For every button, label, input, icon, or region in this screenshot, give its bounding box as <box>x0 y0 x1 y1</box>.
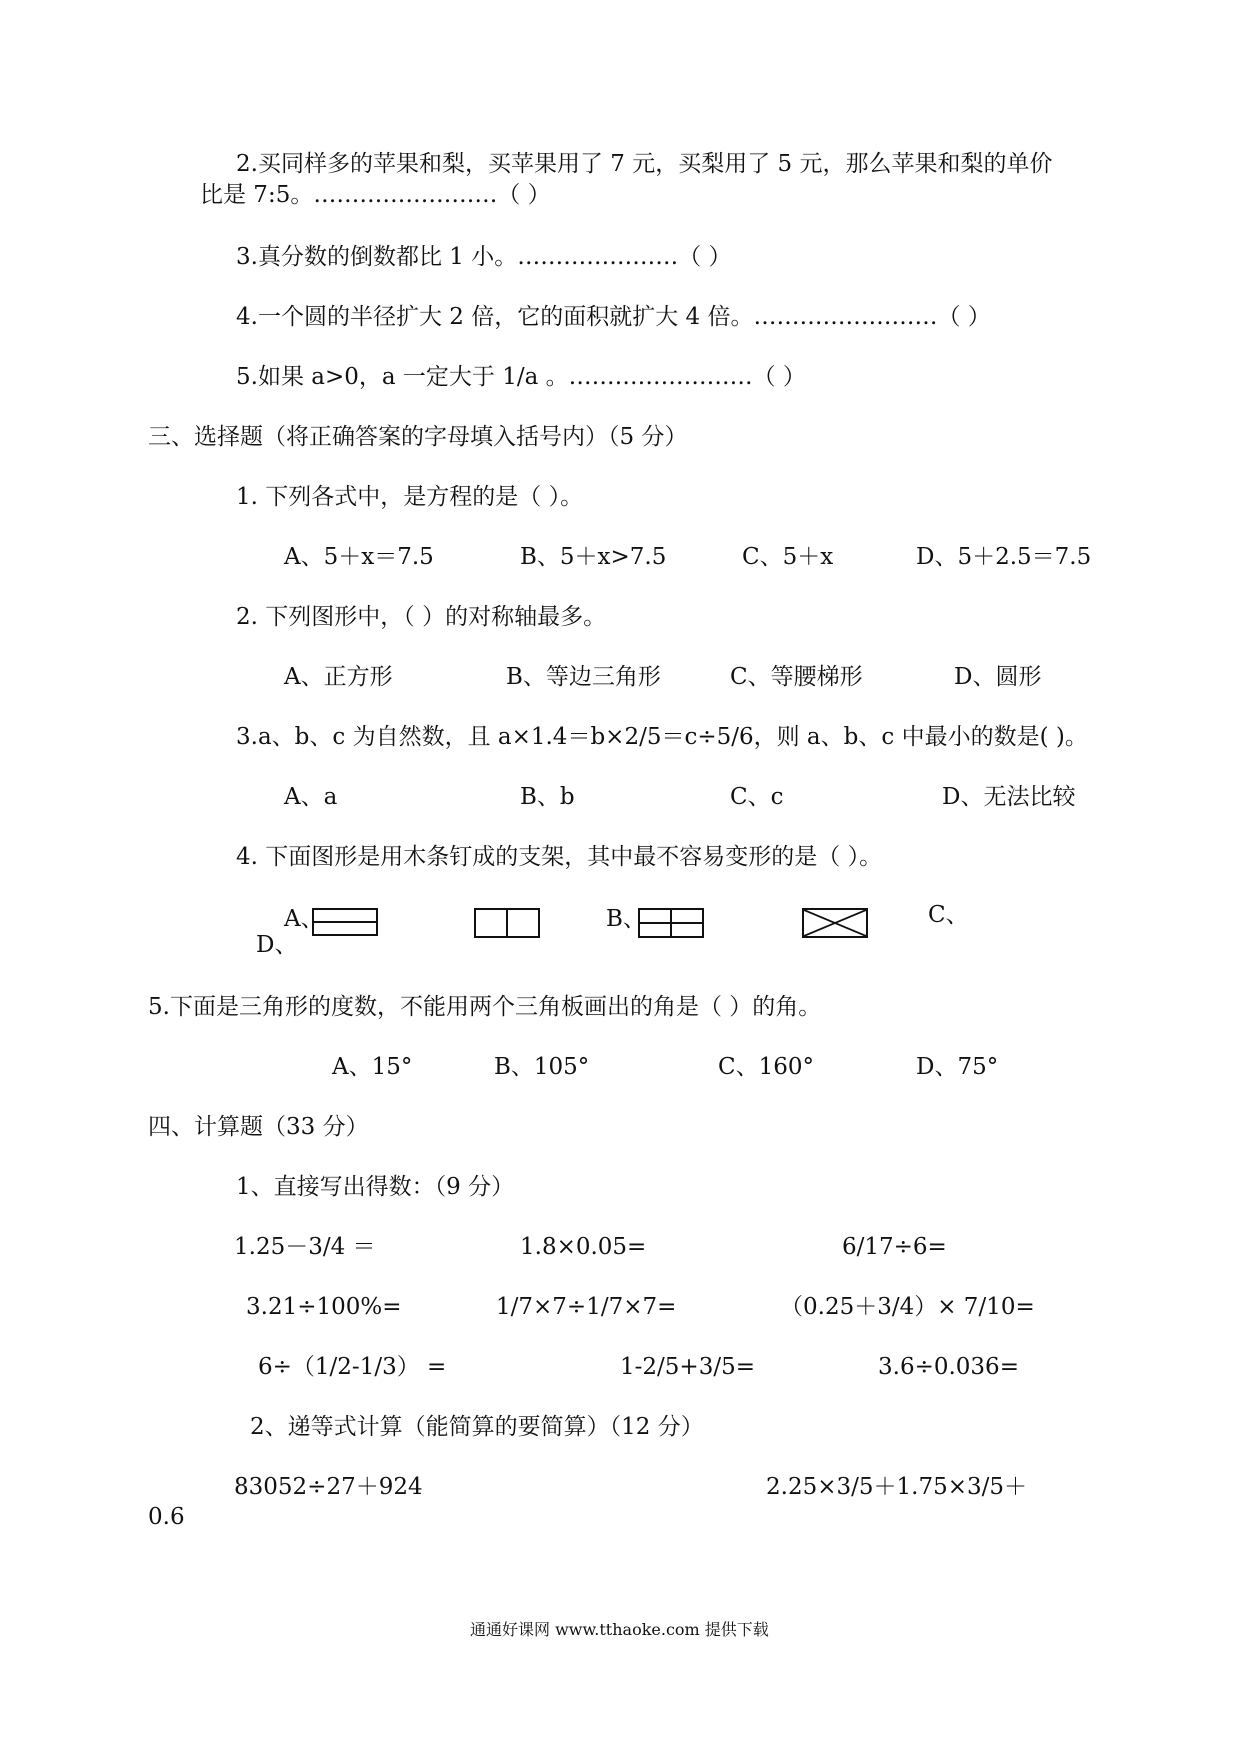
choice-q1-option-a: A、5＋x＝7.5 <box>284 544 434 570</box>
choice-q4-label-b: B、 <box>606 906 646 932</box>
choice-q5: 5.下面是三角形的度数，不能用两个三角板画出的角是（ ）的角。 <box>148 994 822 1020</box>
calc-stepwise-title: 2、递等式计算（能简算的要简算）（12 分） <box>250 1414 704 1440</box>
choice-q1-option-b: B、5＋x>7.5 <box>520 544 667 570</box>
frame-shape-two-horizontal-bars <box>312 908 378 936</box>
calc-stepwise-left: 83052÷27＋924 <box>234 1474 423 1500</box>
judge-q2-line2: 比是 7:5。……………………（ ） <box>200 182 551 208</box>
frame-shape-four-panels <box>638 908 704 938</box>
choice-q2-option-a: A、正方形 <box>284 664 393 690</box>
calc-direct-item: 1/7×7÷1/7×7= <box>496 1294 677 1320</box>
calc-direct-item: 6÷（1/2-1/3） = <box>258 1354 447 1380</box>
page-footer: 通通好课网 www.tthaoke.com 提供下载 <box>470 1620 769 1639</box>
calc-direct-item: （0.25＋3/4）× 7/10= <box>780 1294 1035 1320</box>
choice-q2-option-c: C、等腰梯形 <box>730 664 863 690</box>
calc-direct-item: 1-2/5+3/5= <box>620 1354 755 1380</box>
choice-q5-option-c: C、160° <box>718 1054 814 1080</box>
choice-q4-label-a: A、 <box>284 906 324 932</box>
choice-q1-option-c: C、5＋x <box>742 544 834 570</box>
section-calc-title: 四、计算题（33 分） <box>148 1114 369 1140</box>
choice-q4-label-c: C、 <box>928 902 969 928</box>
calc-direct-item: 1.8×0.05= <box>520 1234 647 1260</box>
choice-q5-option-b: B、105° <box>494 1054 590 1080</box>
choice-q5-option-a: A、15° <box>332 1054 413 1080</box>
choice-q4-label-d: D、 <box>256 932 298 958</box>
calc-stepwise-right: 2.25×3/5＋1.75×3/5＋ <box>766 1474 1027 1500</box>
calc-direct-item: 1.25－3/4 ＝ <box>234 1234 376 1260</box>
choice-q3-option-b: B、b <box>520 784 575 810</box>
frame-shape-crossed-diagonals <box>802 908 868 938</box>
judge-q3: 3.真分数的倒数都比 1 小。…………………（ ） <box>236 244 732 270</box>
choice-q2-option-d: D、圆形 <box>954 664 1042 690</box>
choice-q4: 4. 下面图形是用木条钉成的支架，其中最不容易变形的是（ ）。 <box>236 844 883 870</box>
choice-q2-option-b: B、等边三角形 <box>506 664 661 690</box>
calc-direct-title: 1、直接写出得数：（9 分） <box>236 1174 515 1200</box>
choice-q1-option-d: D、5＋2.5＝7.5 <box>916 544 1092 570</box>
choice-q5-option-d: D、75° <box>916 1054 999 1080</box>
choice-q2: 2. 下列图形中，（ ）的对称轴最多。 <box>236 604 607 630</box>
choice-q3: 3.a、b、c 为自然数，且 a×1.4＝b×2/5＝c÷5/6，则 a、b、c 中最小的数是( )。 <box>236 724 1088 750</box>
calc-direct-item: 3.21÷100%= <box>246 1294 402 1320</box>
section-choice-title: 三、选择题（将正确答案的字母填入括号内）（5 分） <box>148 424 688 450</box>
choice-q3-option-a: A、a <box>284 784 338 810</box>
choice-q3-option-c: C、c <box>730 784 784 810</box>
calc-direct-item: 6/17÷6= <box>842 1234 947 1260</box>
calc-direct-item: 3.6÷0.036= <box>878 1354 1019 1380</box>
judge-q5: 5.如果 a>0，a 一定大于 1/a 。……………………（ ） <box>236 364 806 390</box>
judge-q4: 4.一个圆的半径扩大 2 倍，它的面积就扩大 4 倍。……………………（ ） <box>236 304 991 330</box>
choice-q1: 1. 下列各式中，是方程的是（ ）。 <box>236 484 584 510</box>
choice-q3-option-d: D、无法比较 <box>942 784 1076 810</box>
judge-q2-line1: 2.买同样多的苹果和梨，买苹果用了 7 元，买梨用了 5 元，那么苹果和梨的单价 <box>236 151 1053 177</box>
frame-shape-split-vertical <box>474 908 540 938</box>
calc-stepwise-wrap: 0.6 <box>148 1504 185 1530</box>
